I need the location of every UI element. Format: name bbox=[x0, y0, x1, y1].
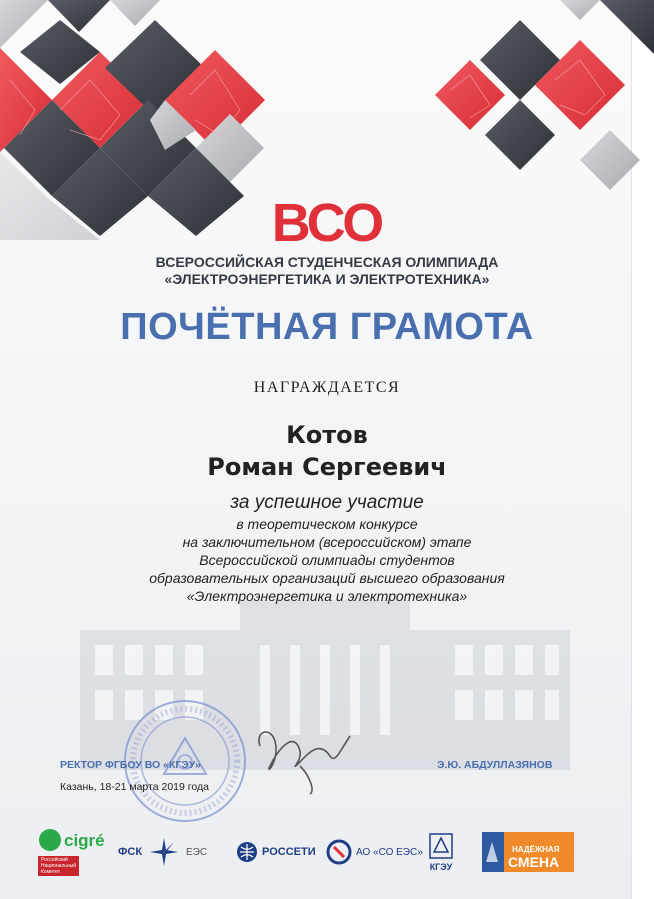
organizer-line-1: ВСЕРОССИЙСКАЯ СТУДЕНЧЕСКАЯ ОЛИМПИАДА bbox=[155, 254, 499, 270]
reason-title: за успешное участие bbox=[230, 492, 424, 513]
cigre-logo-icon bbox=[38, 826, 108, 854]
olympiad-logo bbox=[0, 192, 654, 254]
kgeu-logo bbox=[428, 826, 454, 878]
cigre-caption: Российский Национальный Комитет bbox=[38, 856, 79, 876]
place-and-date: Казань, 18-21 марта 2019 года bbox=[60, 781, 209, 793]
kgeu-logo-icon bbox=[428, 832, 454, 862]
logo-text: ВСО bbox=[271, 193, 383, 253]
smena-line-1: НАДЁЖНАЯ bbox=[512, 845, 560, 854]
cigre-logo bbox=[38, 826, 108, 878]
reason-line: образовательных организаций высшего образования bbox=[149, 570, 505, 586]
reason-line: «Электроэнергетика и электротехника» bbox=[186, 588, 468, 604]
awarded-label: НАГРАЖДАЕТСЯ bbox=[253, 379, 401, 396]
smena-line-2: СМЕНА bbox=[508, 854, 560, 870]
recipient-given-name: Роман Сергеевич bbox=[207, 453, 447, 481]
handwritten-signature-icon bbox=[240, 706, 370, 796]
reason-line: на заключительном (всероссийском) этапе bbox=[182, 534, 472, 550]
smena-logo bbox=[482, 826, 574, 878]
fsk-label: ФСК bbox=[118, 846, 143, 858]
kgeu-label: КГЭУ bbox=[429, 862, 453, 872]
soees-logo-icon bbox=[326, 839, 352, 865]
rosseti-label: РОССЕТИ bbox=[262, 846, 316, 858]
rosseti-logo-icon bbox=[236, 841, 258, 863]
rector-name: Э.Ю. АБДУЛЛАЗЯНОВ bbox=[437, 759, 553, 771]
ees-label: ЕЭС bbox=[186, 846, 208, 858]
rosseti-logo bbox=[236, 826, 316, 878]
reason-line: в теоретическом конкурсе bbox=[236, 516, 418, 532]
organizer-line-2: «ЭЛЕКТРОЭНЕРГЕТИКА И ЭЛЕКТРОТЕХНИКА» bbox=[164, 271, 490, 287]
reason-line: Всероссийской олимпиады студентов bbox=[199, 552, 455, 568]
smena-logo-icon bbox=[482, 832, 574, 872]
cigre-wordmark: cigré bbox=[64, 831, 105, 850]
recipient-surname: Котов bbox=[286, 421, 368, 449]
rector-title: РЕКТОР ФГБОУ ВО «КГЭУ» bbox=[60, 759, 201, 771]
soees-label: АО «СО ЕЭС» bbox=[356, 846, 423, 858]
fsk-ees-logo bbox=[118, 826, 207, 878]
certificate-title: ПОЧЁТНАЯ ГРАМОТА bbox=[120, 306, 534, 348]
fsk-logo-icon bbox=[148, 836, 180, 868]
soees-logo bbox=[326, 826, 423, 878]
